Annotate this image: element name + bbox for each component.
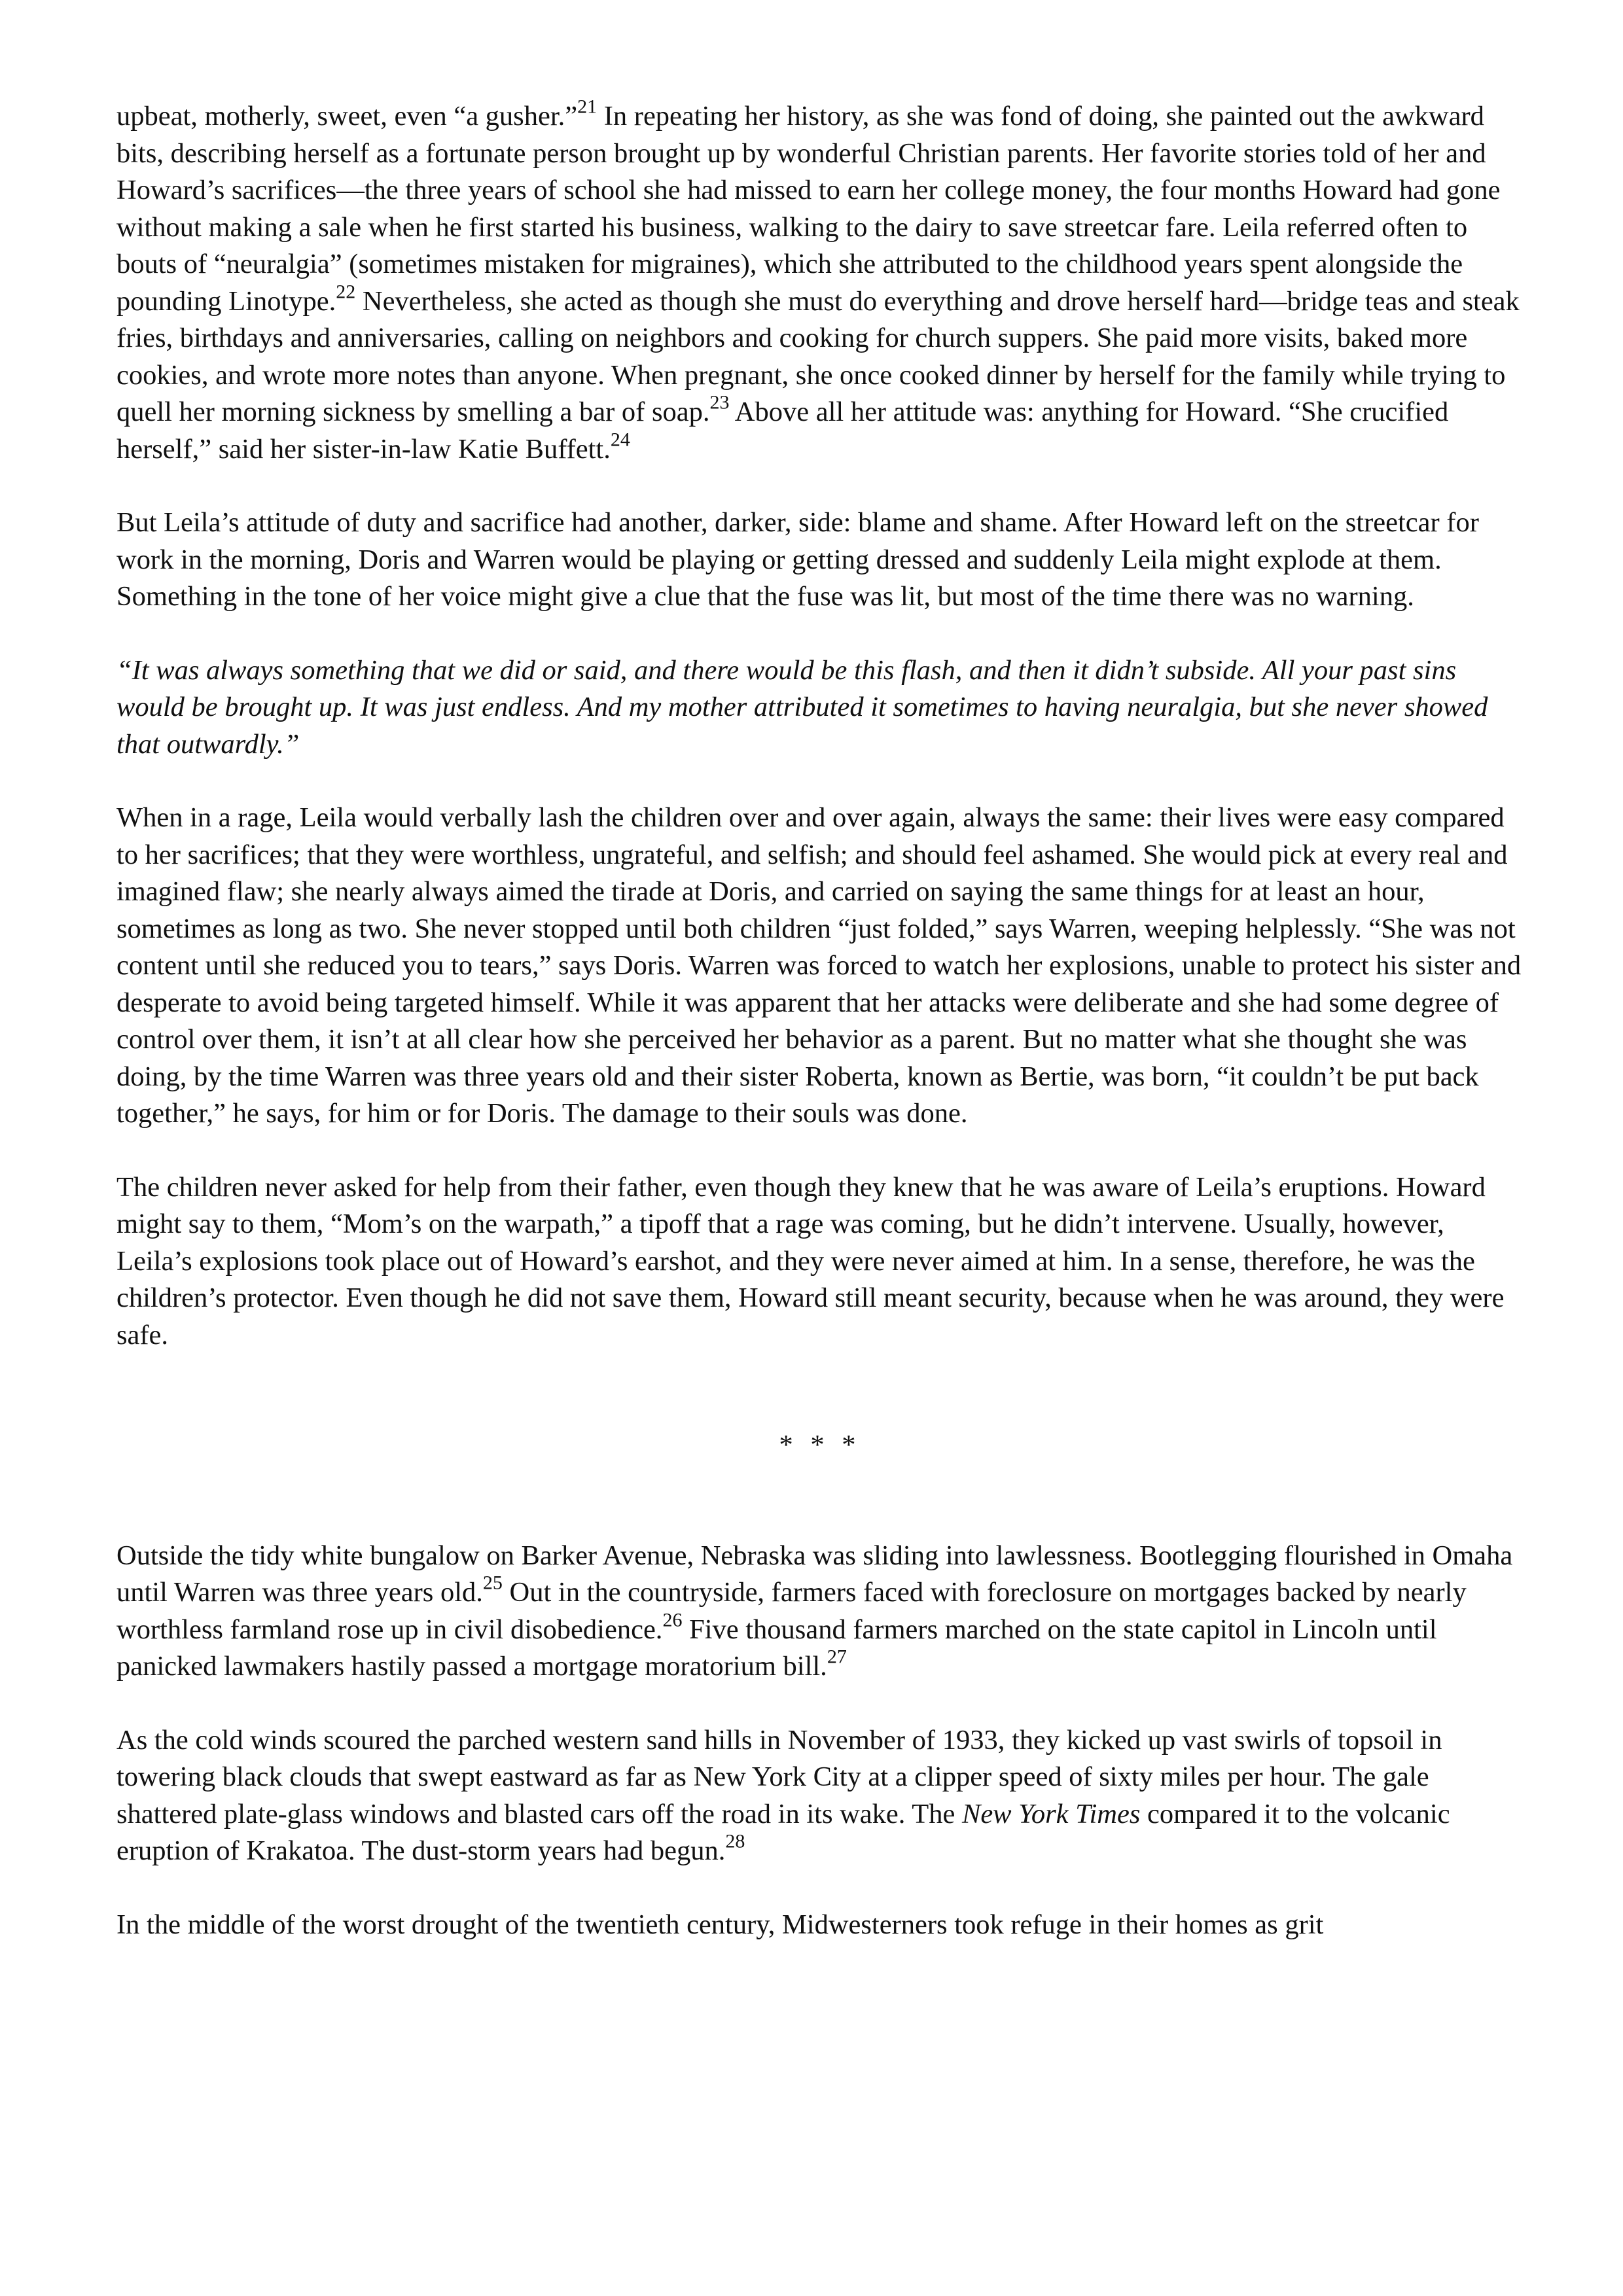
italic-title: New York Times (961, 1798, 1141, 1829)
footnote-ref: 26 (662, 1608, 683, 1631)
footnote-ref: 27 (827, 1646, 847, 1668)
footnote-ref: 24 (610, 428, 630, 450)
text-run: Nevertheless, she acted as though she must do everything and drove herself hard—bridge teas and steak fries, birthdays and anniversaries, calling on neighbors and cooking for church suppers. She paid more visits, baked more cookies, and wrote more notes than anyone. When pregnant, she once cooked dinner by herself for the family while trying to quell her morning sickness by smelling a bar of soap. (116, 285, 1520, 427)
footnote-ref: 25 (482, 1572, 503, 1594)
text-run: upbeat, motherly, sweet, even “a gusher.” (116, 101, 578, 132)
footnote-ref: 23 (709, 391, 730, 414)
text-run: Outside the tidy white bungalow on Barker Avenue, Nebraska was sliding into lawlessness. Bootlegging flourished in Omaha until Warren was three years old. (116, 1540, 1513, 1608)
text-run: In repeating her history, as she was fond of doing, she painted out the awkward bits, describing herself as a fortunate person brought up by wonderful Christian parents. Her favorite stories told of her and Howard’s sacrifices—the three years of school she had missed to earn her college money, the four months Howard had gone without making a sale when he first started his business, walking to the dairy to save streetcar fare. Leila referred often to bouts of “neuralgia” (sometimes mistaken for migraines), which she attributed to the childhood years spent alongside the pounding Linotype. (116, 101, 1501, 317)
text-run: compared it to the volcanic eruption of Krakatoa. The dust-storm years had begun. (116, 1798, 1450, 1866)
paragraph-dust-storm (116, 1722, 1524, 1870)
section-divider: * * * (779, 1430, 861, 1460)
quote-paragraph: “It was always something that we did or said, and there would be this flash, and then it didn’t subside. All your past sins would be brought up. It was just endless. And my mother attributed it sometimes to having neuralgia, but she never showed that outwardly.” (116, 654, 1488, 760)
paragraph-father: The children never asked for help from their father, even though they knew that he was aware of Leila’s eruptions. Howard might say to them, “Mom’s on the warpath,” a tipoff that a rage was coming, but he didn’t intervene. Usually, however, Leila’s explosions took place out of Howard’s earshot, and they were never aimed at him. In a sense, therefore, he was the children’s protector. Even though he did not save them, Howard still meant security, because when he was around, they were safe. (116, 1171, 1505, 1351)
text-run: Five thousand farmers marched on the state capitol in Lincoln until panicked lawmakers hastily passed a mortgage moratorium bill. (116, 1614, 1437, 1682)
document-page (116, 98, 1524, 1980)
text-run: Out in the countryside, farmers faced with foreclosure on mortgages backed by nearly worthless farmland rose up in civil disobedience. (116, 1577, 1467, 1645)
paragraph-leila-history (116, 98, 1524, 468)
paragraph-rage: When in a rage, Leila would verbally lash the children over and over again, always the same: their lives were easy compared to her sacrifices; that they were worthless, ungrateful, and selfish; and should feel ashamed. She would pick at every real and imagined flaw; she nearly always aimed the tirade at Doris, and carried on saying the same things for at least an hour, sometimes as long as two. She never stopped until both children “just folded,” says Warren, weeping helplessly. “She was not content until she reduced you to tears,” says Doris. Warren was forced to watch her explosions, unable to protect his sister and desperate to avoid being targeted himself. While it was apparent that her attacks were deliberate and she had some degree of control over them, it isn’t at all clear how she perceived her behavior as a parent. But no matter what she thought she was doing, by the time Warren was three years old and their sister Roberta, known as Bertie, was born, “it couldn’t be put back together,” he says, for him or for Doris. The damage to their souls was done. (116, 802, 1522, 1129)
paragraph-drought: In the middle of the worst drought of the twentieth century, Midwesterners took refuge in their homes as grit (116, 1909, 1324, 1940)
footnote-ref: 28 (725, 1830, 745, 1852)
footnote-ref: 22 (336, 280, 356, 302)
text-run: Above all her attitude was: anything for Howard. “She crucified herself,” said her sister-in-law Katie Buffett. (116, 397, 1449, 465)
text-run: As the cold winds scoured the parched western sand hills in November of 1933, they kicked up vast swirls of topsoil in towering black clouds that swept eastward as far as New York City at a clipper speed of sixty miles per hour. The gale shattered plate-glass windows and blasted cars off the road in its wake. The (116, 1724, 1442, 1829)
footnote-ref: 21 (577, 96, 597, 118)
paragraph-blame-shame: But Leila’s attitude of duty and sacrifice had another, darker, side: blame and shame. After Howard left on the streetcar for work in the morning, Doris and Warren would be playing or getting dressed and suddenly Leila might explode at them. Something in the tone of her voice might give a clue that the fuse was lit, but most of the time there was no warning. (116, 507, 1479, 612)
paragraph-lawlessness (116, 1538, 1524, 1686)
